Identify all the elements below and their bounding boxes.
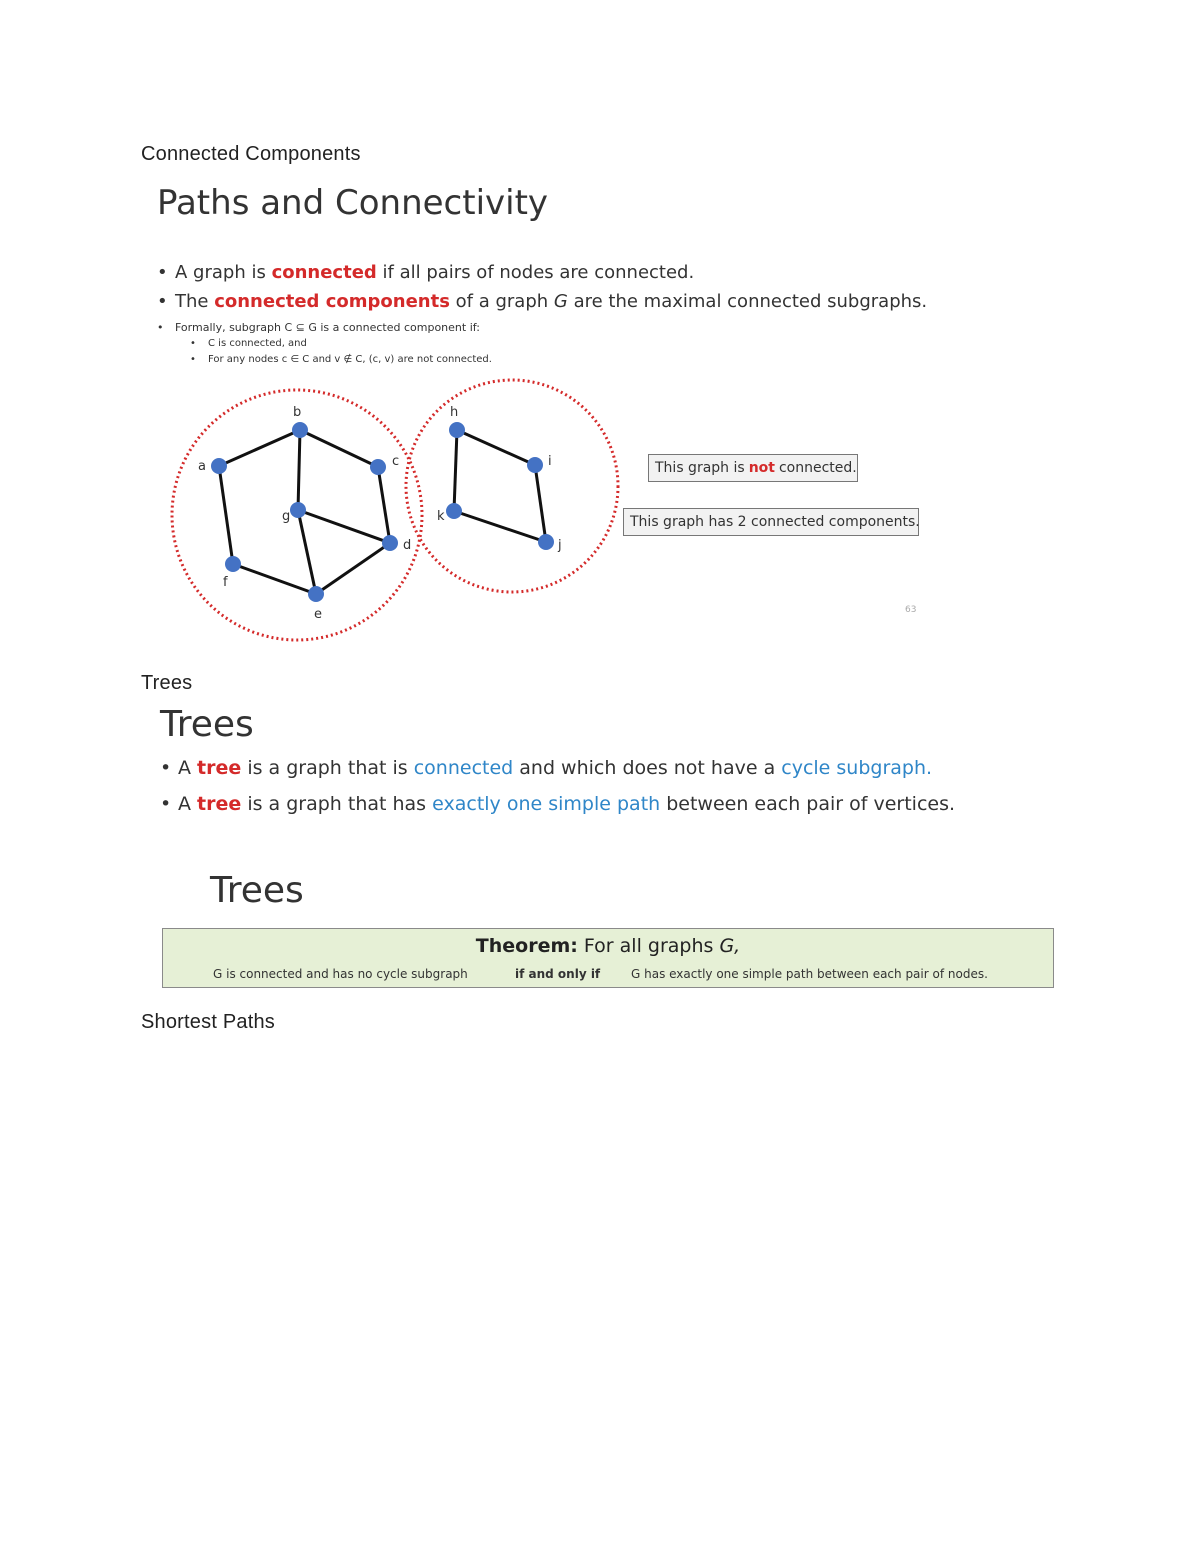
graph-node-label-a: a (198, 459, 206, 474)
theorem-left-condition: G is connected and has no cycle subgraph (213, 967, 468, 981)
graph-node-label-f: f (223, 575, 228, 590)
graph-node-label-e: e (314, 607, 322, 622)
graph-node-a (211, 458, 227, 474)
component-circle-right (406, 380, 618, 592)
callout-not-connected: This graph is not connected. (648, 454, 858, 482)
graph-node-label-h: h (450, 405, 459, 420)
graph-node-label-j: j (558, 538, 562, 553)
theorem-right-condition: G has exactly one simple path between each pair of nodes. (631, 967, 988, 981)
bullet-components-definition: • The connected components of a graph G are the maximal connected subgraphs. (157, 291, 928, 312)
graph-edge-a-b (219, 430, 300, 466)
graph-edge-c-d (378, 467, 390, 543)
graph-node-g (290, 502, 306, 518)
graph-edge-h-i (457, 430, 535, 465)
graph-node-i (527, 457, 543, 473)
graph-node-label-b: b (293, 405, 302, 420)
slide-number: 63 (905, 605, 917, 615)
graph-edge-e-f (233, 564, 316, 594)
bullet-tree-definition-2: • A tree is a graph that has exactly one simple path between each pair of vertices. (160, 793, 956, 815)
bullet-tree-definition-1: • A tree is a graph that is connected and which does not have a cycle subgraph. (160, 757, 933, 779)
bullet-formal-definition: • Formally, subgraph C ⊆ G is a connected component if: (157, 321, 480, 334)
section-heading-shortest-paths: Shortest Paths (141, 1011, 275, 1033)
graph-node-c (370, 459, 386, 475)
slide-title-trees-theorem: Trees (210, 870, 304, 911)
graph-edge-g-d (298, 510, 390, 543)
section-heading-trees: Trees (141, 672, 193, 694)
graph-edge-b-g (298, 430, 300, 510)
slide-title-paths-connectivity: Paths and Connectivity (157, 183, 549, 223)
graph-node-f (225, 556, 241, 572)
graph-edge-f-a (219, 466, 233, 564)
slide-title-trees: Trees (160, 704, 254, 745)
graph-node-label-i: i (548, 454, 552, 469)
graph-node-h (449, 422, 465, 438)
graph-node-b (292, 422, 308, 438)
graph-node-label-g: g (282, 509, 291, 524)
theorem-iff: if and only if (515, 967, 601, 981)
callout-two-components: This graph has 2 connected components. (623, 508, 919, 536)
sub-bullet-not-connected: • For any nodes c ∈ C and v ∉ C, (c, v) are not connected. (190, 354, 492, 365)
graph-node-j (538, 534, 554, 550)
graph-edge-j-k (454, 511, 546, 542)
graph-node-k (446, 503, 462, 519)
theorem-statement: Theorem: For all graphs G, (475, 935, 741, 957)
graph-edge-i-j (535, 465, 546, 542)
graph-node-e (308, 586, 324, 602)
section-heading-connected-components: Connected Components (141, 143, 361, 165)
graph-node-label-k: k (437, 509, 445, 524)
graph-edge-k-h (454, 430, 457, 511)
graph-diagram (0, 0, 1200, 660)
graph-node-d (382, 535, 398, 551)
graph-edge-b-c (300, 430, 378, 467)
graph-edge-d-e (316, 543, 390, 594)
graph-edge-g-e (298, 510, 316, 594)
graph-node-label-d: d (403, 538, 412, 553)
sub-bullet-connected: • C is connected, and (190, 338, 307, 349)
theorem-box (162, 928, 1054, 988)
graph-node-label-c: c (392, 454, 400, 469)
bullet-connected-definition: • A graph is connected if all pairs of nodes are connected. (157, 262, 695, 283)
